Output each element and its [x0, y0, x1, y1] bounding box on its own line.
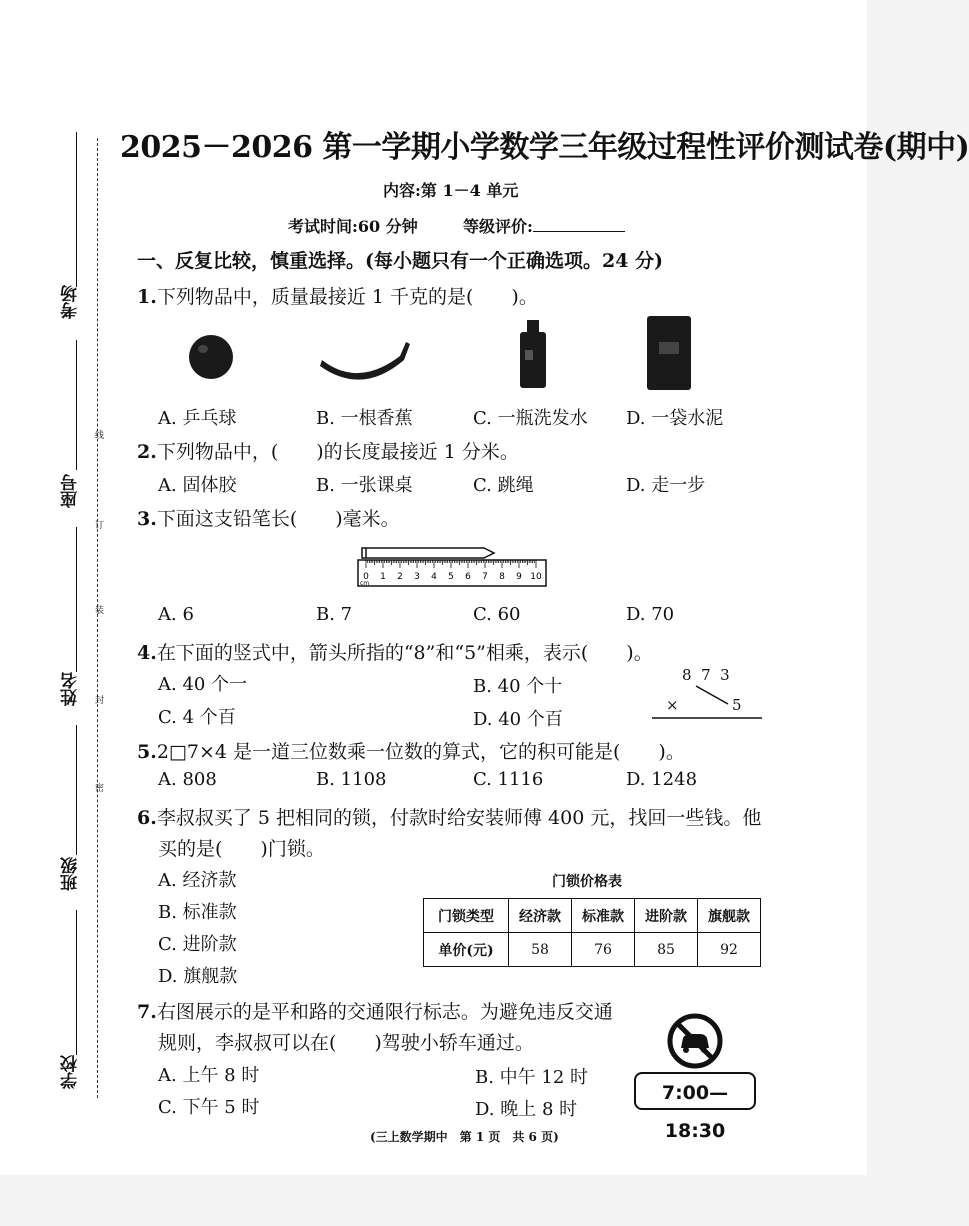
exam-content: 内容:第 1－4 单元	[383, 181, 519, 200]
section-heading: 一、反复比较，慎重选择。(每小题只有一个正确选项。24 分)	[137, 250, 664, 272]
binding-mark: 密	[93, 783, 103, 792]
question-6: 6.李叔叔买了 5 把相同的锁，付款时给安装师傅 400 元，找回一些钱。他	[137, 807, 762, 829]
question-3: 3.下面这支铅笔长( )毫米。	[137, 508, 400, 530]
multiplicand: 8 7 3	[682, 666, 730, 684]
q2-option-c[interactable]: C. 跳绳	[473, 475, 534, 496]
q1-option-c[interactable]: C. 一瓶洗发水	[473, 408, 588, 429]
q1-option-d[interactable]: D. 一袋水泥	[626, 408, 724, 429]
table-cell: 85	[635, 933, 698, 967]
question-4: 4.在下面的竖式中，箭头所指的“8”和“5”相乘，表示( )。	[137, 642, 653, 664]
shampoo-bottle-image	[516, 320, 550, 390]
q3-option-b[interactable]: B. 7	[316, 604, 353, 625]
banana-image	[318, 338, 410, 390]
page-footer: (三上数学期中 第 1 页 共 6 页)	[370, 1130, 559, 1144]
question-1: 1.下列物品中，质量最接近 1 千克的是( )。	[137, 286, 538, 308]
table-row	[424, 933, 761, 967]
vertical-multiplication	[652, 664, 764, 722]
table-cell: 92	[698, 933, 761, 967]
table-header-cell: 旗舰款	[698, 899, 761, 933]
q1-option-a[interactable]: A. 乒乓球	[158, 408, 237, 429]
cut-line	[97, 138, 98, 1098]
q7-option-d[interactable]: D. 晚上 8 时	[475, 1099, 578, 1120]
q6-option-b[interactable]: B. 标准款	[158, 902, 237, 923]
table-header-cell: 进阶款	[635, 899, 698, 933]
q1-option-b[interactable]: B. 一根香蕉	[316, 408, 413, 429]
pencil-ruler-figure	[356, 538, 548, 592]
no-car-sign-icon	[666, 1012, 724, 1070]
sidebar-line	[76, 340, 77, 470]
ruler-label: 3	[414, 572, 420, 582]
question-7: 7.右图展示的是平和路的交通限行标志。为避免违反交通	[137, 1001, 613, 1023]
q7-option-b[interactable]: B. 中午 12 时	[475, 1067, 589, 1088]
q4-option-d[interactable]: D. 40 个百	[473, 709, 563, 730]
arrow-icon	[652, 664, 764, 722]
ruler-label: 2	[397, 572, 403, 582]
field-seat-number: 座号	[61, 474, 81, 508]
q3-option-c[interactable]: C. 60	[473, 604, 521, 625]
ruler-unit: cm	[360, 580, 370, 587]
sidebar-line	[76, 132, 77, 287]
q2-option-b[interactable]: B. 一张课桌	[316, 475, 413, 496]
field-school: 学校	[61, 1055, 81, 1089]
ping-pong-ball-image	[188, 330, 234, 380]
q5-option-d[interactable]: D. 1248	[626, 769, 698, 790]
ruler-label: 6	[465, 572, 471, 582]
question-5: 5.2□7×4 是一道三位数乘一位数的算式，它的积可能是( )。	[137, 741, 685, 763]
ruler-label: 9	[516, 572, 522, 582]
price-table-caption: 门锁价格表	[552, 874, 622, 890]
ruler-label: 1	[380, 572, 386, 582]
q5-option-b[interactable]: B. 1108	[316, 769, 387, 790]
q4-option-b[interactable]: B. 40 个十	[473, 676, 563, 697]
q5-option-a[interactable]: A. 808	[158, 769, 217, 790]
ruler-label: 4	[431, 572, 437, 582]
sidebar-line	[76, 725, 77, 855]
question-6-line2: 买的是( )门锁。	[158, 838, 325, 860]
q2-option-a[interactable]: A. 固体胶	[158, 475, 237, 496]
table-cell: 58	[509, 933, 572, 967]
sidebar-line	[76, 910, 77, 1055]
question-7-line2: 规则，李叔叔可以在( )驾驶小轿车通过。	[158, 1032, 534, 1054]
field-name: 姓名	[61, 672, 81, 706]
grade-blank[interactable]	[533, 217, 625, 232]
multiplier: 5	[732, 696, 742, 714]
q3-option-d[interactable]: D. 70	[626, 604, 675, 625]
q6-option-c[interactable]: C. 进阶款	[158, 934, 237, 955]
ruler-label: 0	[363, 572, 369, 582]
sidebar-line	[76, 527, 77, 672]
q6-option-a[interactable]: A. 经济款	[158, 870, 237, 891]
q4-option-c[interactable]: C. 4 个百	[158, 707, 236, 728]
table-header-row	[424, 899, 761, 933]
ruler-label: 8	[499, 572, 505, 582]
table-cell: 76	[572, 933, 635, 967]
q7-option-c[interactable]: C. 下午 5 时	[158, 1097, 260, 1118]
cement-bag-image	[645, 314, 693, 392]
ruler-label: 7	[482, 572, 488, 582]
exam-title: 2025－2026 第一学期小学数学三年级过程性评价测试卷(期中)	[120, 130, 969, 165]
q6-option-d[interactable]: D. 旗舰款	[158, 966, 238, 987]
table-header-cell: 经济款	[509, 899, 572, 933]
grade-eval: 等级评价:	[463, 214, 625, 237]
times-sign: ×	[666, 696, 679, 714]
q3-option-a[interactable]: A. 6	[158, 604, 194, 625]
q4-option-a[interactable]: A. 40 个一	[158, 674, 248, 695]
field-exam-room: 考场	[61, 285, 81, 319]
binding-mark: 封	[93, 695, 103, 704]
table-cell: 单价(元)	[424, 933, 509, 967]
q5-option-c[interactable]: C. 1116	[473, 769, 544, 790]
table-header-cell: 标准款	[572, 899, 635, 933]
q2-option-d[interactable]: D. 走一步	[626, 475, 706, 496]
ruler-label: 5	[448, 572, 454, 582]
binding-mark: 订	[93, 520, 103, 529]
binding-mark: 装	[93, 605, 103, 614]
field-class: 班级	[61, 857, 81, 891]
ruler-label: 10	[530, 572, 542, 582]
question-2: 2.下列物品中，( )的长度最接近 1 分米。	[137, 441, 519, 463]
q7-option-a[interactable]: A. 上午 8 时	[158, 1065, 260, 1086]
table-header-cell: 门锁类型	[424, 899, 509, 933]
price-table	[423, 898, 761, 967]
exam-time: 考试时间:60 分钟	[288, 217, 418, 236]
binding-mark: 线	[93, 430, 103, 439]
restriction-time-sign: 7:00—18:30	[634, 1072, 756, 1110]
